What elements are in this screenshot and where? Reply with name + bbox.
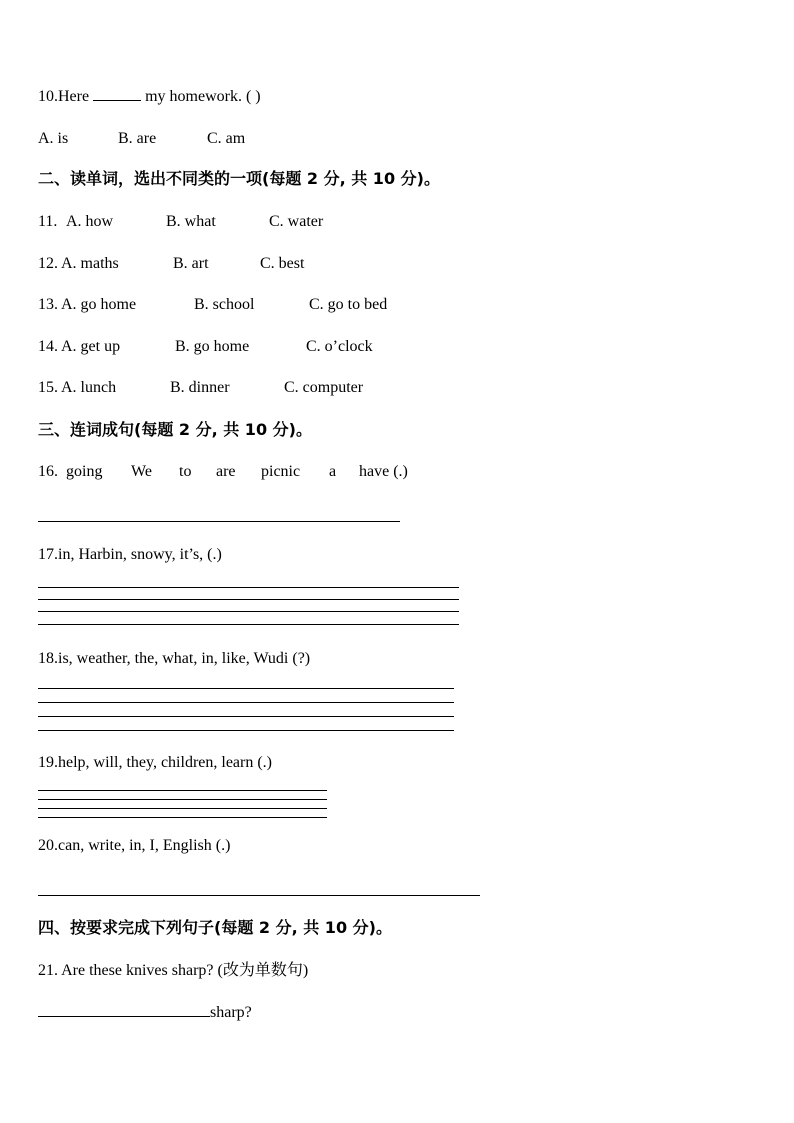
q19-answer-line[interactable] — [38, 790, 327, 791]
q21-answer-suffix: sharp? — [210, 1004, 252, 1021]
q11-option-c: C. water — [269, 213, 324, 230]
section-3-heading: 三、连词成句(每题 2 分, 共 10 分)。 — [38, 420, 312, 439]
q18-prompt: 18.is, weather, the, what, in, like, Wudi (?) — [38, 650, 311, 667]
section-4-heading: 四、按要求完成下列句子(每题 2 分, 共 10 分)。 — [38, 918, 392, 937]
q16-word: have (.) — [359, 463, 408, 480]
q20-answer-line[interactable] — [38, 895, 480, 896]
q17-prompt: 17.in, Harbin, snowy, it’s, (.) — [38, 546, 222, 563]
q11-option-b: B. what — [166, 213, 216, 230]
q14-number: 14. — [38, 338, 58, 355]
q14-option-b: B. go home — [175, 338, 250, 355]
q19-prompt: 19.help, will, they, children, learn (.) — [38, 754, 272, 771]
q19-answer-line[interactable] — [38, 817, 327, 818]
q21-blank[interactable] — [38, 1016, 210, 1017]
q10-suffix: my homework. ( ) — [145, 88, 261, 105]
q16-word: going — [66, 463, 103, 480]
q16-word: are — [216, 463, 236, 480]
q12-number: 12. — [38, 255, 58, 272]
q20-prompt: 20.can, write, in, I, English (.) — [38, 837, 231, 854]
q17-answer-line[interactable] — [38, 624, 459, 625]
q15-option-b: B. dinner — [170, 379, 230, 396]
q12-option-c: C. best — [260, 255, 305, 272]
q21-answer — [38, 1003, 252, 1023]
q16-word: We — [131, 463, 152, 480]
q18-answer-line[interactable] — [38, 702, 454, 703]
q16-answer-line[interactable] — [38, 521, 400, 522]
q17-answer-line[interactable] — [38, 611, 459, 612]
q12-option-b: B. art — [173, 255, 209, 272]
q12-option-a: A. maths — [61, 255, 119, 272]
q14-option-a: A. get up — [61, 338, 121, 355]
q11-option-a: A. how — [66, 213, 114, 230]
q16-number: 16. — [38, 463, 58, 480]
q21-prompt: 21. Are these knives sharp? (改为单数句) — [38, 962, 309, 979]
q18-answer-line[interactable] — [38, 688, 454, 689]
q13-option-b: B. school — [194, 296, 255, 313]
q15-option-c: C. computer — [284, 379, 364, 396]
q19-answer-line[interactable] — [38, 799, 327, 800]
q10-option-b: B. are — [118, 130, 157, 147]
q16-word: picnic — [261, 463, 301, 480]
q17-answer-line[interactable] — [38, 599, 459, 600]
q16-word: a — [329, 463, 337, 480]
q15-number: 15. — [38, 379, 58, 396]
q13-option-a: A. go home — [61, 296, 137, 313]
question-10 — [38, 87, 261, 107]
q10-prefix: 10.Here — [38, 88, 90, 105]
section-2-heading: 二、读单词，选出不同类的一项(每题 2 分, 共 10 分)。 — [38, 169, 440, 188]
q11-number: 11. — [38, 213, 58, 230]
q15-option-a: A. lunch — [61, 379, 117, 396]
q10-option-c: C. am — [207, 130, 246, 147]
q14-option-c: C. o’clock — [306, 338, 373, 355]
q10-blank[interactable] — [93, 100, 141, 101]
q10-option-a: A. is — [38, 130, 69, 147]
q16-word: to — [179, 463, 192, 480]
q13-number: 13. — [38, 296, 58, 313]
q17-answer-line[interactable] — [38, 587, 459, 588]
q18-answer-line[interactable] — [38, 716, 454, 717]
q18-answer-line[interactable] — [38, 730, 454, 731]
q19-answer-line[interactable] — [38, 808, 327, 809]
q13-option-c: C. go to bed — [309, 296, 388, 313]
